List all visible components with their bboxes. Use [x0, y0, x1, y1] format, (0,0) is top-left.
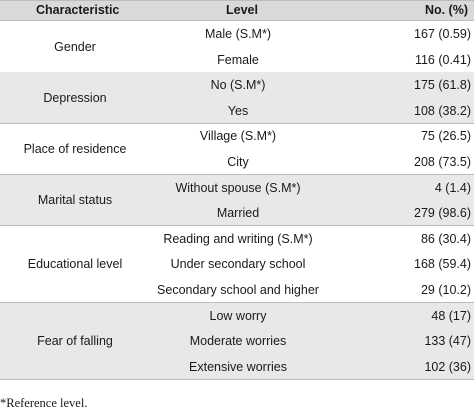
footnote: *Reference level.: [0, 396, 88, 410]
level-cell: Village (S.M*): [199, 129, 277, 144]
row-group: [0, 226, 474, 303]
level-cell: Without spouse (S.M*): [175, 180, 301, 195]
level-cell: Secondary school and higher: [157, 282, 319, 297]
count-cell: 208 (73.5): [414, 154, 471, 169]
table-row: [0, 98, 474, 124]
level-cell: Moderate worries: [189, 334, 287, 349]
row-group: [0, 175, 474, 226]
count-cell: 279 (98.6): [414, 206, 471, 221]
level-cell: Reading and writing (S.M*): [163, 231, 313, 246]
table-row: [0, 303, 474, 329]
level-cell: No (S.M*): [210, 78, 266, 93]
table-row: [0, 21, 474, 47]
table-row: [0, 149, 474, 175]
count-cell: 133 (47): [424, 334, 471, 349]
characteristic-cell: Marital status: [37, 193, 113, 208]
level-cell: Male (S.M*): [205, 27, 271, 41]
characteristic-cell: Gender: [54, 39, 96, 54]
table-row: [0, 251, 474, 277]
count-cell: 48 (17): [431, 308, 471, 323]
table-row: [0, 72, 474, 98]
characteristic-cell: Educational level: [27, 257, 123, 272]
header-characteristic: Characteristic: [36, 3, 120, 17]
row-group: [0, 72, 474, 123]
table-row: [0, 226, 474, 252]
count-cell: 4 (1.4): [434, 180, 471, 195]
characteristic-cell: Place of residence: [23, 141, 127, 156]
header-count: No. (%): [424, 3, 468, 17]
level-cell: Extensive worries: [189, 359, 287, 374]
count-cell: 175 (61.8): [414, 78, 471, 93]
table-row: [0, 47, 474, 73]
table-row: [0, 200, 474, 226]
row-group: [0, 303, 474, 380]
row-group: [0, 123, 474, 174]
characteristic-cell: Depression: [43, 90, 107, 105]
table-row: [0, 277, 474, 303]
row-group: [0, 21, 474, 72]
header-level: Level: [226, 3, 258, 17]
level-cell: Female: [217, 52, 259, 67]
table-row: [0, 354, 474, 380]
count-cell: 86 (30.4): [420, 231, 471, 246]
count-cell: 102 (36): [424, 359, 471, 374]
level-cell: Under secondary school: [170, 257, 306, 272]
table-row: [0, 123, 474, 149]
characteristic-cell: Fear of falling: [37, 333, 113, 348]
table-header: [0, 0, 474, 21]
group-divider: [0, 379, 474, 380]
count-cell: 168 (59.4): [414, 257, 471, 272]
count-cell: 75 (26.5): [420, 129, 471, 144]
table-row: [0, 328, 474, 354]
table-row: [0, 175, 474, 201]
count-cell: 116 (0.41): [414, 52, 471, 67]
level-cell: Yes: [227, 103, 249, 118]
count-cell: 167 (0.59): [414, 27, 471, 41]
level-cell: Married: [216, 206, 260, 221]
level-cell: Low worry: [209, 308, 267, 323]
count-cell: 108 (38.2): [414, 103, 471, 118]
count-cell: 29 (10.2): [420, 282, 471, 297]
level-cell: City: [227, 154, 249, 169]
